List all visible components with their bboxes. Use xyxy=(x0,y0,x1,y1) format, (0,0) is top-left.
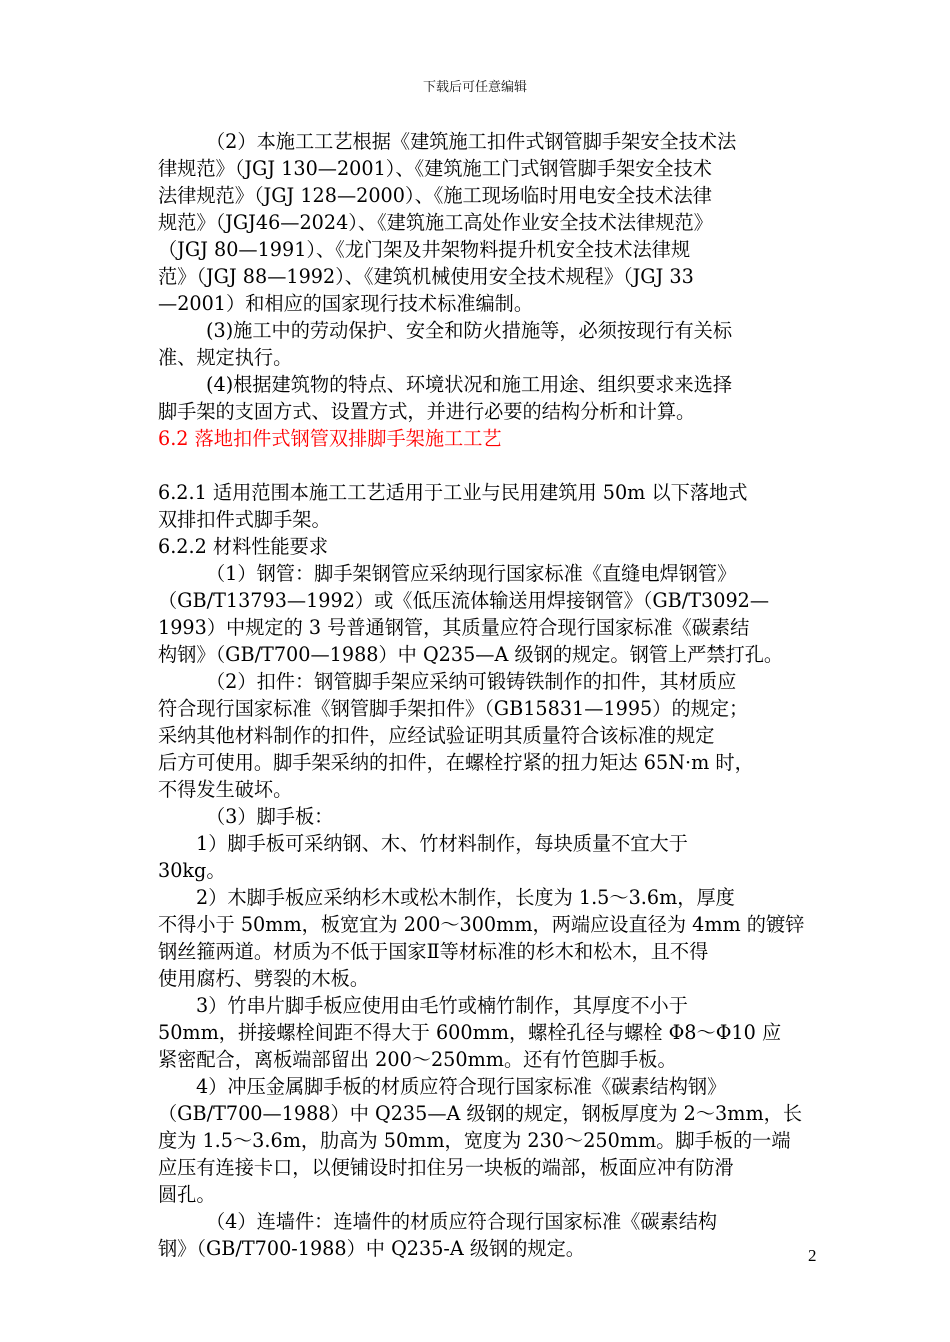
text-line: 6.2.2 材料性能要求 xyxy=(158,535,329,558)
text-line: 后方可使用。脚手架采纳的扣件，在螺栓拧紧的扭力矩达 65N·m 时， xyxy=(158,751,754,774)
text-line: 使用腐朽、劈裂的木板。 xyxy=(158,967,370,990)
text-line: 1993）中规定的 3 号普通钢管，其质量应符合现行国家标准《碳素结 xyxy=(158,616,750,639)
text-line: (3)施工中的劳动保护、安全和防火措施等，必须按现行有关标 xyxy=(206,319,733,342)
text-line: 1）脚手板可采纳钢、木、竹材料制作，每块质量不宜大于 xyxy=(196,832,688,855)
text-line: 规范》（JGJ46—2024）、《建筑施工高处作业安全技术法律规范》 xyxy=(158,211,713,234)
text-line: 律规范》（JGJ 130—2001）、《建筑施工门式钢管脚手架安全技术 xyxy=(158,157,712,180)
text-line: （3）脚手板： xyxy=(206,805,334,828)
text-line: 构钢》（GB/T700—1988）中 Q235—A 级钢的规定。钢管上严禁打孔。 xyxy=(158,643,784,666)
document-body xyxy=(158,128,814,1262)
blank-line xyxy=(158,452,814,479)
text-line: 6.2.1 适用范围本施工工艺适用于工业与民用建筑用 50m 以下落地式 xyxy=(158,481,748,504)
text-line: 法律规范》（JGJ 128—2000）、《施工现场临时用电安全技术法律 xyxy=(158,184,712,207)
text-line: 钢》（GB/T700-1988）中 Q235-A 级钢的规定。 xyxy=(158,1237,585,1260)
text-line: 50mm，拼接螺栓间距不得大于 600mm，螺栓孔径与螺栓 Φ8～Φ10 应 xyxy=(158,1021,782,1044)
text-line: （GB/T13793—1992）或《低压流体输送用焊接钢管》（GB/T3092— xyxy=(158,589,770,612)
page-header: 下载后可任意编辑 xyxy=(422,80,527,95)
text-line: （JGJ 80—1991）、《龙门架及井架物料提升机安全技术法律规 xyxy=(158,238,691,261)
text-line: 符合现行国家标准《钢管脚手架扣件》（GB15831—1995）的规定； xyxy=(158,697,749,720)
text-line: 应压有连接卡口，以便铺设时扣住另一块板的端部，板面应冲有防滑 xyxy=(158,1156,734,1179)
text-line: 2）木脚手板应采纳杉木或松木制作，长度为 1.5～3.6m，厚度 xyxy=(196,886,735,909)
text-line: 紧密配合，离板端部留出 200～250mm。还有竹笆脚手板。 xyxy=(158,1048,677,1071)
text-line: 钢丝箍两道。材质为不低于国家Ⅱ等材标准的杉木和松木，且不得 xyxy=(158,940,709,963)
text-line: 3）竹串片脚手板应使用由毛竹或楠竹制作，其厚度不小于 xyxy=(196,994,688,1017)
text-line: 不得发生破坏。 xyxy=(158,778,293,801)
text-line: 采纳其他材料制作的扣件，应经试验证明其质量符合该标准的规定 xyxy=(158,724,715,747)
text-line: 30kg。 xyxy=(158,859,226,882)
text-line: （2）扣件：钢管脚手架应采纳可锻铸铁制作的扣件，其材质应 xyxy=(206,670,737,693)
text-line: —2001）和相应的国家现行技术标准编制。 xyxy=(158,292,534,315)
text-line: 度为 1.5～3.6m，肋高为 50mm，宽度为 230～250mm。脚手板的一端 xyxy=(158,1129,791,1152)
text-line: （1）钢管：脚手架钢管应采纳现行国家标准《直缝电焊钢管》 xyxy=(206,562,737,585)
text-line: (4)根据建筑物的特点、环境状况和施工用途、组织要求来选择 xyxy=(206,373,733,396)
text-line: 双排扣件式脚手架。 xyxy=(158,508,331,531)
text-line: 4）冲压金属脚手板的材质应符合现行国家标准《碳素结构钢》 xyxy=(196,1075,727,1098)
text-line: （2）本施工工艺根据《建筑施工扣件式钢管脚手架安全技术法 xyxy=(206,130,737,153)
text-line: 准、规定执行。 xyxy=(158,346,293,369)
text-line: （GB/T700—1988）中 Q235—A 级钢的规定，钢板厚度为 2～3mm，长 xyxy=(158,1102,803,1125)
text-line: 不得小于 50mm，板宽宜为 200～300mm，两端应设直径为 4mm 的镀锌 xyxy=(158,913,805,936)
text-line: 脚手架的支固方式、设置方式，并进行必要的结构分析和计算。 xyxy=(158,400,696,423)
text-line: 圆孔。 xyxy=(158,1183,216,1206)
text-line: （4）连墙件：连墙件的材质应符合现行国家标准《碳素结构 xyxy=(206,1210,718,1233)
section-heading: 6.2 落地扣件式钢管双排脚手架施工工艺 xyxy=(158,427,502,450)
text-line: 范》（JGJ 88—1992）、《建筑机械使用安全技术规程》（JGJ 33 xyxy=(158,265,694,288)
page-number: 2 xyxy=(808,1246,817,1265)
